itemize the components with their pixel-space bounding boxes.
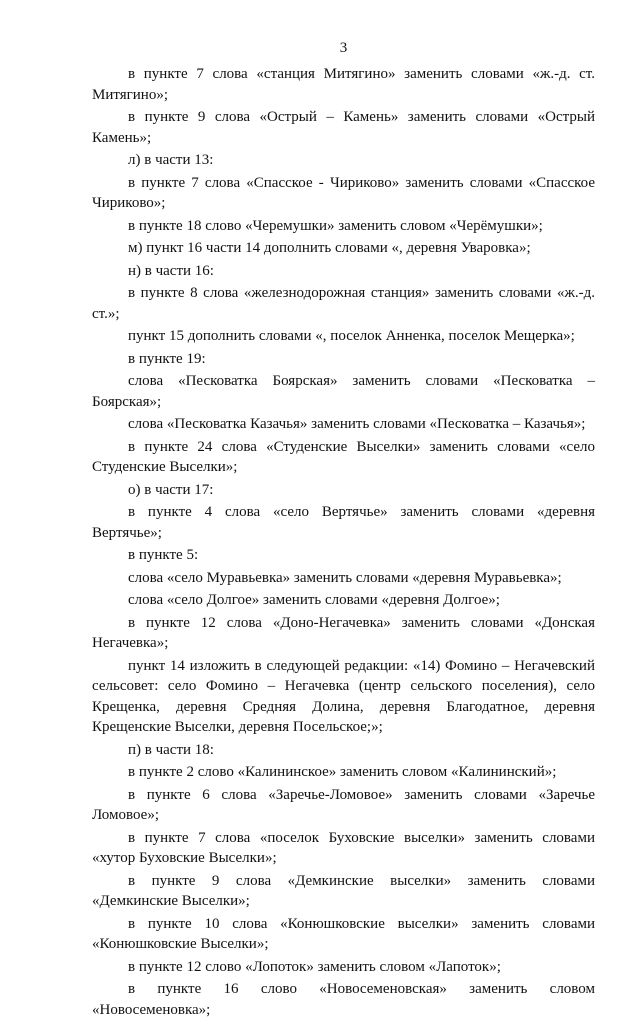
- paragraph-8: в пункте 8 слова «железнодорожная станция» заменить словами «ж.-д. ст.»;: [92, 285, 595, 322]
- paragraph-23: в пункте 6 слова «Заречье-Ломовое» заменить словами «Заречье Ломовое»;: [92, 786, 595, 823]
- paragraph-14: о) в части 17:: [128, 481, 214, 498]
- paragraph-22: в пункте 2 слово «Калининское» заменить словом «Калининский»;: [128, 764, 557, 780]
- paragraph-6: м) пункт 16 части 14 дополнить словами «, деревня Уваровка»;: [128, 240, 531, 256]
- paragraph-28: в пункте 16 слово «Новосеменовская» заменить словом «Новосеменовка»;: [92, 981, 595, 1018]
- paragraph-4: в пункте 7 слова «Спасское - Чириково» заменить словами «Спасское Чириково»;: [92, 174, 595, 211]
- paragraph-12: слова «Песковатка Казачья» заменить словами «Песковатка – Казачья»;: [128, 416, 586, 432]
- paragraph-24: в пункте 7 слова «поселок Буховские выселки» заменить словами «хутор Буховские Выселки»;: [92, 829, 595, 866]
- paragraph-16: в пункте 5:: [128, 547, 199, 563]
- paragraph-13: в пункте 24 слова «Студенские Выселки» заменить словами «село Студенские Выселки»;: [92, 438, 595, 475]
- paragraph-26: в пункте 10 слова «Конюшковские выселки» заменить словами «Конюшковские Выселки»;: [92, 915, 595, 952]
- paragraph-18: слова «село Долгое» заменить словами «деревня Долгое»;: [128, 592, 500, 608]
- paragraph-7: н) в части 16:: [128, 262, 214, 279]
- paragraph-15: в пункте 4 слова «село Вертячье» заменить словами «деревня Вертячье»;: [92, 504, 595, 541]
- paragraph-9: пункт 15 дополнить словами «, поселок Анненка, поселок Мещерка»;: [128, 328, 575, 344]
- paragraph-2: в пункте 9 слова «Острый – Камень» заменить словами «Острый Камень»;: [92, 109, 595, 146]
- paragraph-3: л) в части 13:: [128, 152, 214, 168]
- page-number: 3: [339, 40, 348, 56]
- paragraph-17: слова «село Муравьевка» заменить словами «деревня Муравьевка»;: [128, 569, 562, 586]
- paragraph-27: в пункте 12 слово «Лопоток» заменить словом «Лапоток»;: [128, 958, 501, 975]
- document-page: [92, 38, 595, 1022]
- paragraph-10: в пункте 19:: [128, 350, 206, 367]
- paragraph-19: в пункте 12 слова «Доно-Негачевка» заменить словами «Донская Негачевка»;: [92, 614, 595, 651]
- paragraph-1: в пункте 7 слова «станция Митягино» заменить словами «ж.-д. ст. Митягино»;: [92, 66, 595, 103]
- paragraph-25: в пункте 9 слова «Демкинские выселки» заменить словами «Демкинские Выселки»;: [92, 872, 595, 909]
- paragraph-5: в пункте 18 слово «Черемушки» заменить словом «Черёмушки»;: [128, 217, 543, 234]
- paragraph-11: слова «Песковатка Боярская» заменить словами «Песковатка – Боярская»;: [92, 373, 595, 410]
- paragraph-20: пункт 14 изложить в следующей редакции: «14) Фомино – Негачевский сельсовет: село Фомино – Негачевка (центр сельского поселения), село Крещенка, деревня Средняя Долина, деревня Благодатное, деревня Крещенские Выселки, деревня Посельское;»;: [92, 657, 595, 735]
- paragraph-21: п) в части 18:: [128, 741, 214, 758]
